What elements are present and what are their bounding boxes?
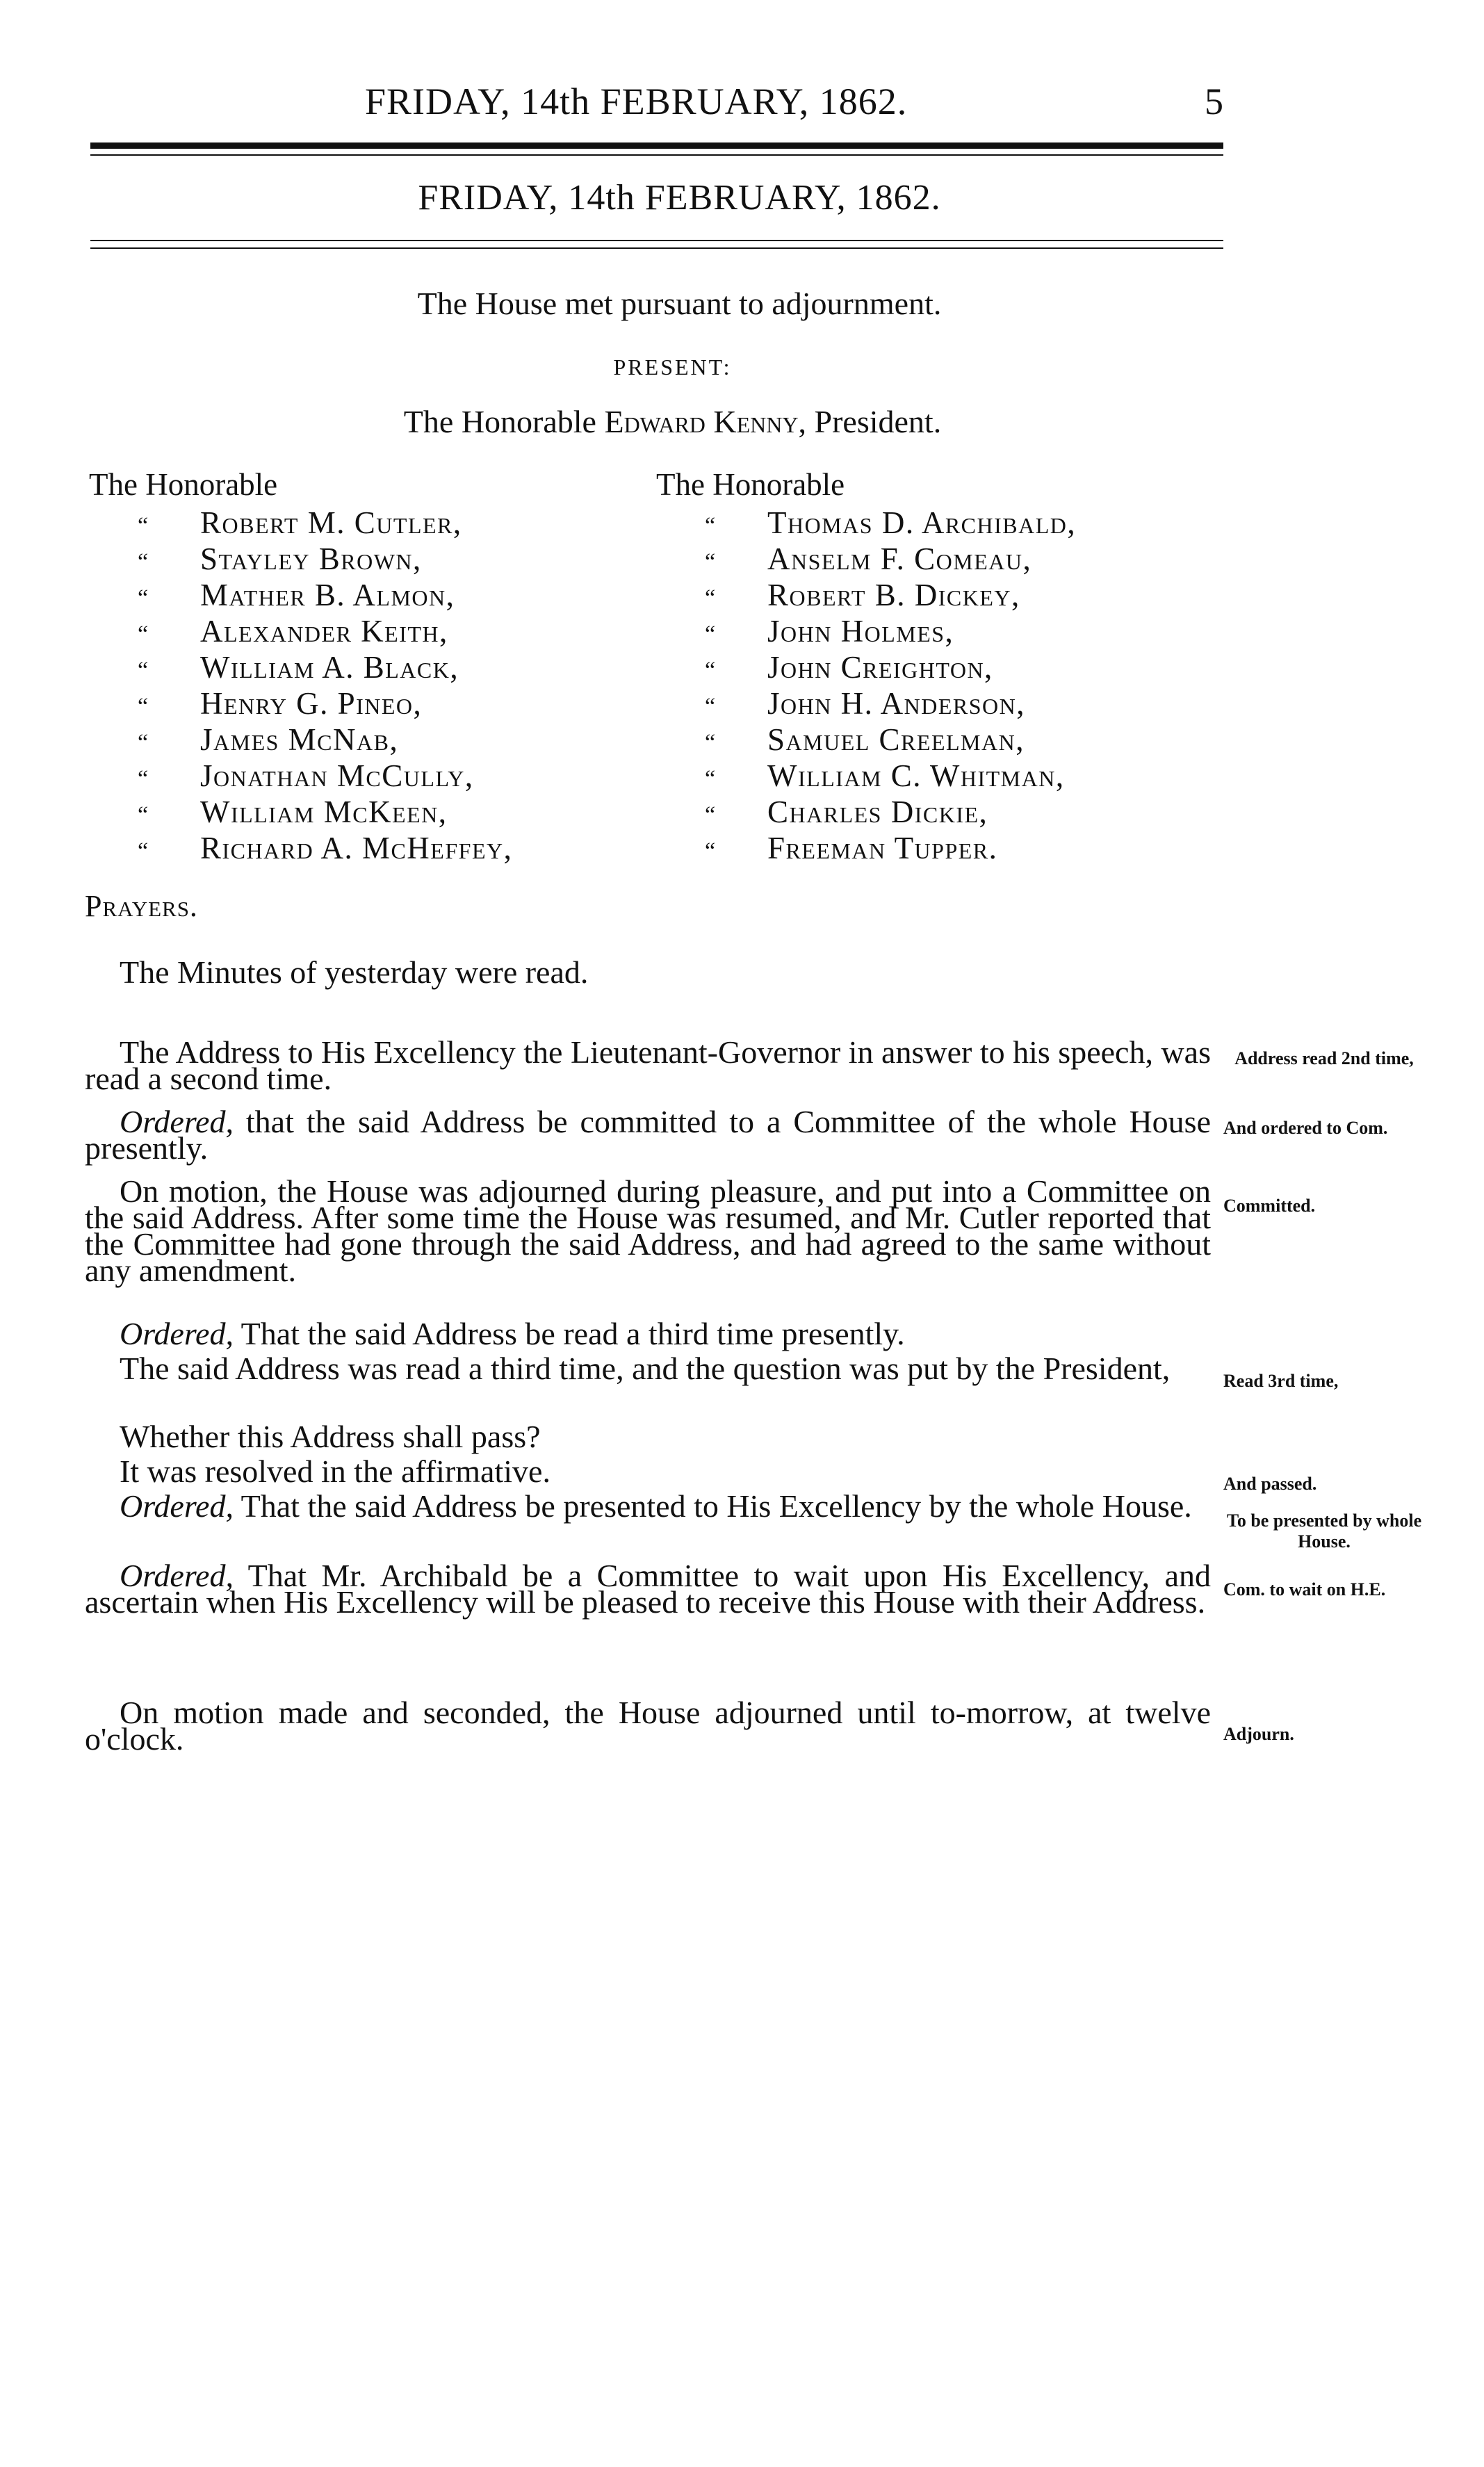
ditto-mark: “ [705, 658, 716, 683]
ditto-mark: “ [705, 838, 716, 864]
member-row [656, 794, 1076, 830]
member-name: Samuel Creelman, [767, 722, 1025, 757]
ditto-mark: “ [705, 513, 716, 539]
paragraph-question [85, 1419, 1211, 1454]
ordered-label: Ordered, [120, 1316, 234, 1351]
header-rule-thin [90, 154, 1223, 156]
paragraph-text: On motion made and seconded, the House adjourned until to-morrow, at twelve o'clock. [85, 1695, 1211, 1757]
member-row [656, 613, 1076, 649]
margin-note-address-read: Address read 2nd time, [1234, 1048, 1414, 1068]
paragraph-third-reading [85, 1351, 1211, 1386]
title-rule-upper [90, 240, 1223, 241]
right-column-header: The Honorable [656, 467, 845, 502]
ditto-mark: “ [138, 585, 149, 611]
members-right-column [656, 464, 1076, 866]
ordered-label: Ordered, [120, 1488, 234, 1524]
member-name: Stayley Brown, [200, 542, 422, 576]
member-name: Thomas D. Archibald, [767, 505, 1077, 540]
member-row [656, 758, 1076, 794]
left-column-header: The Honorable [89, 467, 278, 502]
member-name: William McKeen, [200, 795, 448, 829]
member-row [656, 649, 1076, 685]
president-prefix: The Honorable [403, 404, 596, 439]
member-row [89, 649, 512, 685]
margin-note-adjourn: Adjourn. [1223, 1724, 1294, 1744]
member-row [89, 541, 512, 577]
member-row [89, 794, 512, 830]
president-suffix: , President. [798, 404, 942, 439]
ditto-mark: “ [138, 802, 149, 828]
member-row [89, 758, 512, 794]
member-name: Richard A. McHeffey, [200, 831, 513, 865]
page-number: 5 [1205, 81, 1223, 122]
prayers-heading: Prayers. [85, 889, 198, 923]
paragraph-ordered-third [85, 1316, 1211, 1351]
member-row [656, 830, 1076, 866]
member-name: Jonathan McCully, [200, 758, 474, 793]
ditto-mark: “ [705, 802, 716, 828]
paragraph-address-read [85, 1034, 1211, 1096]
minutes-paragraph [85, 954, 1211, 990]
paragraph-ordered-wait [85, 1558, 1211, 1620]
margin-note-presented: To be presented by whole House. [1226, 1511, 1422, 1552]
member-name: William A. Black, [200, 650, 459, 685]
member-row [656, 541, 1076, 577]
paragraph-ordered-committed [85, 1104, 1211, 1166]
paragraph-text: The Address to His Excellency the Lieutenant-Governor in answer to his speech, was read a second time. [85, 1034, 1211, 1096]
ditto-mark: “ [138, 694, 149, 719]
ditto-mark: “ [138, 658, 149, 683]
margin-note-committed: Committed. [1223, 1196, 1316, 1216]
met-line: The House met pursuant to adjournment. [417, 286, 942, 321]
member-row [89, 577, 512, 613]
running-head-date: FRIDAY, 14th FEBRUARY, 1862. [365, 81, 908, 122]
ditto-mark: “ [705, 585, 716, 611]
member-row [656, 722, 1076, 758]
member-name: Alexander Keith, [200, 614, 448, 649]
member-name: Mather B. Almon, [200, 578, 455, 612]
member-row [89, 830, 512, 866]
paragraph-adjourn [85, 1695, 1211, 1757]
ditto-mark: “ [705, 766, 716, 792]
present-label: PRESENT: [613, 355, 732, 380]
member-row [89, 685, 512, 722]
member-row [656, 577, 1076, 613]
ditto-mark: “ [138, 513, 149, 539]
member-row [89, 722, 512, 758]
running-head [0, 80, 1484, 136]
member-name: James McNab, [200, 722, 399, 757]
margin-note-com-wait: Com. to wait on H.E. [1223, 1579, 1386, 1599]
paragraph-resolved [85, 1454, 1211, 1489]
ditto-mark: “ [705, 694, 716, 719]
paragraph-text: It was resolved in the affirmative. [120, 1454, 551, 1489]
ditto-mark: “ [138, 838, 149, 864]
ditto-mark: “ [705, 730, 716, 756]
ditto-mark: “ [138, 621, 149, 647]
member-row [89, 613, 512, 649]
member-name: John H. Anderson, [767, 686, 1025, 721]
ditto-mark: “ [138, 549, 149, 575]
paragraph-text: that the said Address be committed to a Committee of the whole House presently. [85, 1104, 1211, 1166]
header-rule-thick [90, 143, 1223, 149]
member-name: John Creighton, [767, 650, 993, 685]
member-row [89, 505, 512, 541]
ditto-mark: “ [705, 621, 716, 647]
president-line [0, 403, 1484, 440]
member-name: Robert M. Cutler, [200, 505, 462, 540]
member-row [656, 685, 1076, 722]
ditto-mark: “ [138, 766, 149, 792]
margin-note-ordered-com: And ordered to Com. [1223, 1118, 1388, 1138]
ordered-label: Ordered, [120, 1104, 234, 1139]
paragraph-text: That the said Address be read a third time presently. [233, 1316, 905, 1351]
page-title: FRIDAY, 14th FEBRUARY, 1862. [418, 178, 941, 218]
ordered-label: Ordered, [120, 1558, 234, 1593]
paragraph-committee [85, 1173, 1211, 1288]
paragraph-text: The said Address was read a third time, and the question was put by the President, [120, 1351, 1171, 1386]
paragraph-text: On motion, the House was adjourned during pleasure, and put into a Committee on the said Address. After some time the House was resumed, and Mr. Cutler reported that the Committee had gone through the said Address, and had agreed to the same without any amendment. [85, 1173, 1211, 1288]
member-name: Freeman Tupper. [767, 831, 998, 865]
president-name: Edward Kenny [604, 404, 799, 439]
paragraph-text: Whether this Address shall pass? [120, 1419, 541, 1454]
member-name: Anselm F. Comeau, [767, 542, 1032, 576]
member-row [656, 505, 1076, 541]
ditto-mark: “ [138, 730, 149, 756]
paragraph-text: That the said Address be presented to His Excellency by the whole House. [233, 1488, 1192, 1524]
title-rule-lower [90, 247, 1223, 249]
paragraph-ordered-presented [85, 1488, 1211, 1524]
member-name: Charles Dickie, [767, 795, 988, 829]
paragraph-text: That Mr. Archibald be a Committee to wait upon His Excellency, and ascertain when His Excellency will be pleased to receive this House with their Address. [85, 1558, 1211, 1620]
member-name: John Holmes, [767, 614, 954, 649]
member-name: Henry G. Pineo, [200, 686, 423, 721]
member-name: William C. Whitman, [767, 758, 1065, 793]
margin-note-read-third: Read 3rd time, [1223, 1371, 1339, 1391]
margin-note-passed: And passed. [1223, 1474, 1317, 1494]
minutes-text: The Minutes of yesterday were read. [120, 954, 589, 990]
member-name: Robert B. Dickey, [767, 578, 1020, 612]
ditto-mark: “ [705, 549, 716, 575]
members-left-column [89, 464, 512, 866]
